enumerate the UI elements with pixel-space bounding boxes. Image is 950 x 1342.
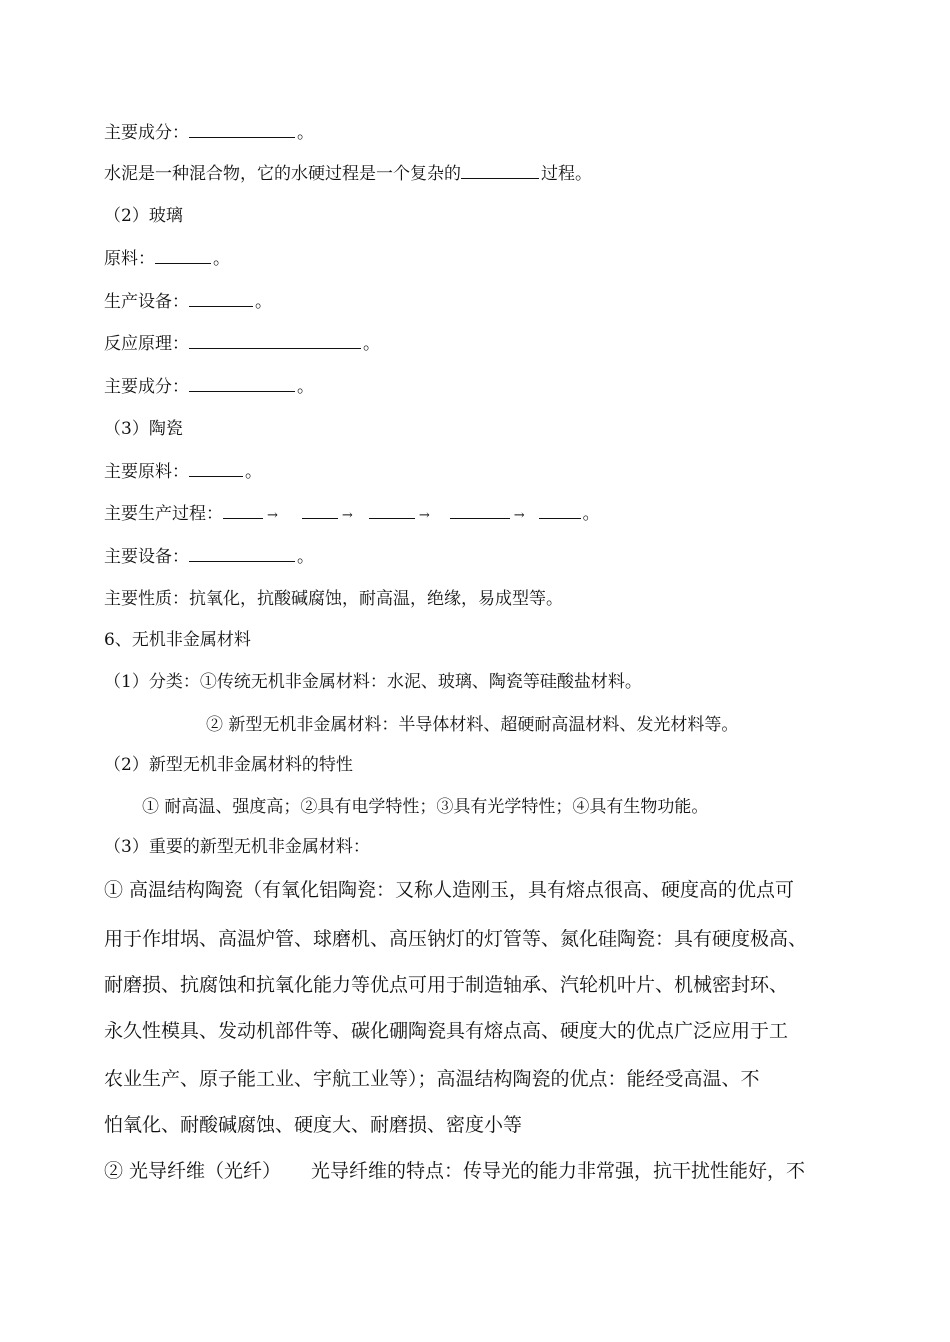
answer-blank — [223, 504, 263, 519]
classification-traditional: （1）分类：①传统无机非金属材料：水泥、玻璃、陶瓷等硅酸盐材料。 — [104, 672, 642, 692]
arrow-icon: → — [513, 508, 525, 523]
arrow-icon: → — [341, 508, 353, 523]
period: 。 — [213, 249, 230, 269]
period: 。 — [255, 292, 272, 312]
section-title: 6、无机非金属材料 — [104, 630, 251, 650]
glass-raw-label: 原料： — [104, 249, 155, 269]
arrow-icon: → — [267, 508, 278, 523]
ceramics-equipment-line — [104, 547, 314, 567]
paragraph-line: 用于作坩埚、高温炉管、球磨机、高压钠灯的灯管等、氮化硅陶瓷：具有硬度极高、 — [104, 928, 808, 950]
ceramics-heading: （3）陶瓷 — [104, 419, 183, 439]
period: 。 — [582, 504, 600, 524]
glass-composition-label: 主要成分： — [104, 377, 189, 397]
paragraph-line: ① 高温结构陶瓷（有氧化铝陶瓷：又称人造刚玉，具有熔点很高、硬度高的优点可 — [104, 879, 795, 901]
glass-composition-line — [104, 377, 314, 397]
hardening-text: 水泥是一种混合物，它的水硬过程是一个复杂的 — [104, 164, 461, 184]
answer-blank — [189, 123, 295, 138]
answer-blank — [189, 334, 361, 349]
answer-blank — [189, 377, 295, 392]
period: 。 — [297, 547, 314, 567]
features-heading: （2）新型无机非金属材料的特性 — [104, 755, 353, 775]
important-heading: （3）重要的新型无机非金属材料： — [104, 837, 370, 857]
answer-blank — [189, 462, 243, 477]
cement-hardening-line — [104, 164, 592, 184]
period: 。 — [297, 377, 314, 397]
answer-blank — [369, 504, 415, 519]
classification-new: ② 新型无机非金属材料：半导体材料、超硬耐高温材料、发光材料等。 — [206, 715, 739, 735]
paragraph-line: 耐磨损、抗腐蚀和抗氧化能力等优点可用于制造轴承、汽轮机叶片、机械密封环、 — [104, 974, 789, 996]
optical-fiber-label: ② 光导纤维（光纤） — [104, 1160, 282, 1182]
answer-blank — [302, 504, 338, 519]
ceramics-raw-line — [104, 462, 262, 482]
period: 。 — [297, 123, 314, 143]
glass-heading: （2）玻璃 — [104, 206, 183, 226]
glass-equipment-label: 生产设备： — [104, 292, 189, 312]
answer-blank — [189, 292, 253, 307]
paragraph-line: 怕氧化、耐酸碱腐蚀、硬度大、耐磨损、密度小等 — [104, 1114, 523, 1136]
optical-fiber-line — [104, 1160, 805, 1182]
ceramics-properties: 主要性质：抗氧化，抗酸碱腐蚀，耐高温，绝缘，易成型等。 — [104, 589, 563, 609]
ceramics-equipment-label: 主要设备： — [104, 547, 189, 567]
ceramics-raw-label: 主要原料： — [104, 462, 189, 482]
glass-principle-label: 反应原理： — [104, 334, 189, 354]
period: 。 — [245, 462, 262, 482]
answer-blank — [189, 547, 295, 562]
answer-blank — [461, 164, 539, 179]
ceramics-process-line — [104, 504, 600, 526]
glass-raw-line — [104, 249, 230, 269]
ceramics-process-label: 主要生产过程： — [104, 504, 223, 524]
answer-blank — [155, 249, 211, 264]
cement-composition-line — [104, 123, 314, 143]
glass-principle-line — [104, 334, 380, 354]
period: 。 — [363, 334, 380, 354]
answer-blank — [450, 504, 510, 519]
answer-blank — [539, 504, 581, 519]
glass-equipment-line — [104, 292, 272, 312]
optical-fiber-text: 光导纤维的特点：传导光的能力非常强，抗干扰性能好，不 — [311, 1160, 806, 1182]
paragraph-line: 农业生产、原子能工业、宇航工业等）；高温结构陶瓷的优点：能经受高温、不 — [104, 1068, 760, 1090]
arrow-icon: → — [418, 508, 430, 523]
features-text: ① 耐高温、强度高；②具有电学特性；③具有光学特性；④具有生物功能。 — [142, 797, 709, 817]
paragraph-line: 永久性模具、发动机部件等、碳化硼陶瓷具有熔点高、硬度大的优点广泛应用于工 — [104, 1020, 789, 1042]
cement-composition-label: 主要成分： — [104, 123, 189, 143]
hardening-text-end: 过程。 — [541, 164, 592, 184]
